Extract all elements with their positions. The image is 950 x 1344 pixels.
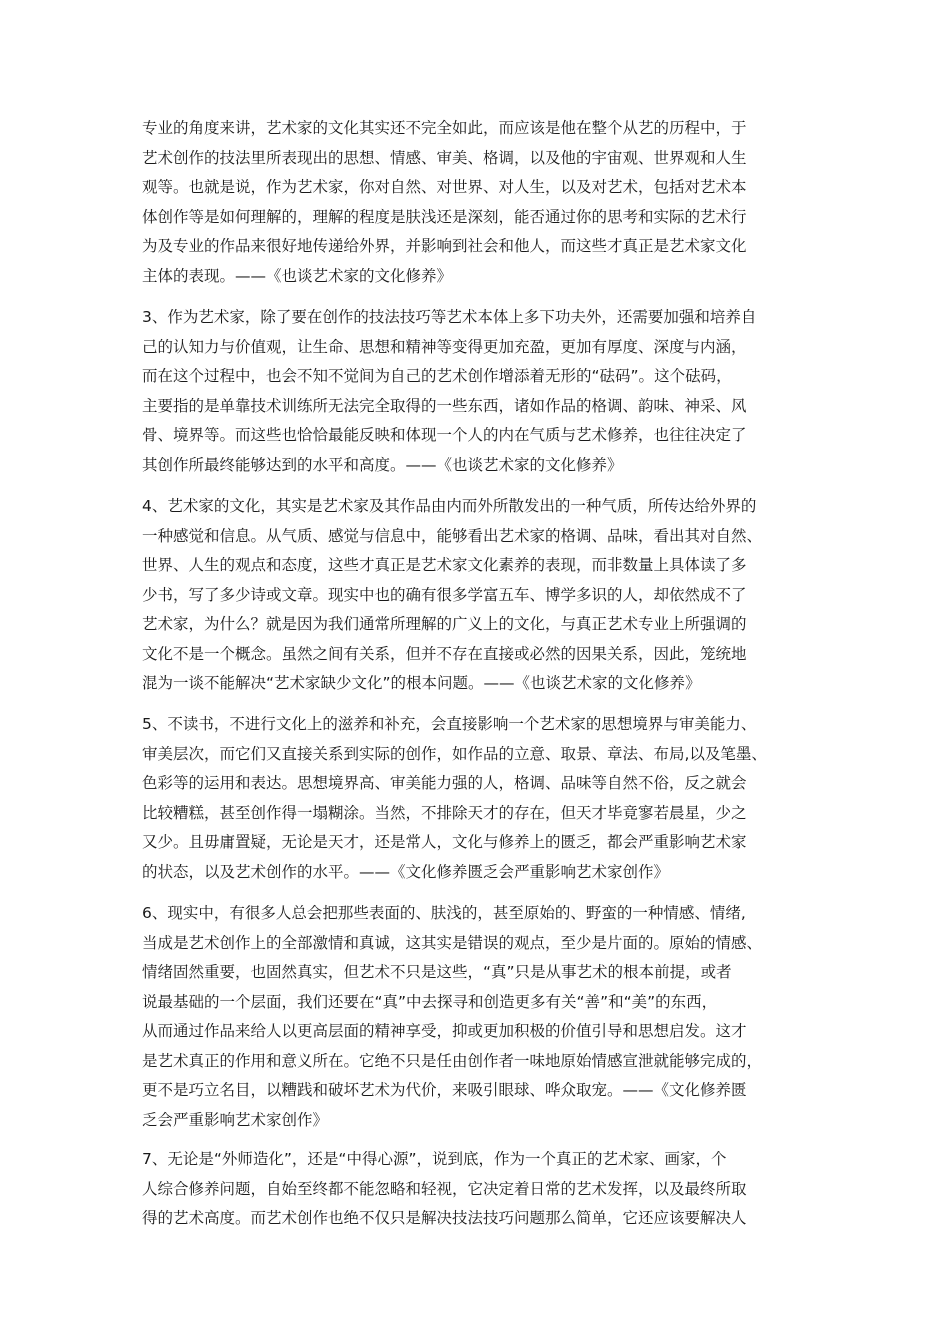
- text-line: 乏会严重影响艺术家创作》: [142, 1110, 329, 1129]
- text-line: 色彩等的运用和表达。思想境界高、审美能力强的人，格调、品味等自然不俗，反之就会: [142, 774, 747, 792]
- text-line: 其创作所最终能够达到的水平和高度。——《也谈艺术家的文化修养》: [142, 455, 623, 474]
- text-line: 审美层次，而它们又直接关系到实际的创作，如作品的立意、取景、章法、布局,以及笔墨、: [142, 744, 767, 763]
- text-line: 得的艺术高度。而艺术创作也绝不仅只是解决技法技巧问题那么简单，它还应该要解决人: [142, 1209, 747, 1227]
- paragraph-3: [142, 303, 822, 480]
- paragraph-6: [142, 899, 822, 1135]
- text-line: 6、现实中，有很多人总会把那些表面的、肤浅的，甚至原始的、野蛮的一种情感、情绪,: [142, 904, 746, 922]
- text-line: 人综合修养问题，自始至终都不能忽略和轻视，它决定着日常的艺术发挥，以及最终所取: [142, 1179, 747, 1198]
- text-line: 说最基础的一个层面，我们还要在“真”中去探寻和创造更多有关“善”和“美”的东西，: [142, 992, 718, 1011]
- text-line: 文化不是一个概念。虽然之间有关系，但并不存在直接或必然的因果关系，因此，笼统地: [142, 644, 747, 663]
- text-line: 专业的角度来讲，艺术家的文化其实还不完全如此，而应该是他在整个从艺的历程中，于: [142, 119, 747, 137]
- text-line: 比较糟糕，甚至创作得一塌糊涂。当然，不排除天才的存在，但天才毕竟寥若晨星，少之: [142, 803, 747, 822]
- text-line: 更不是巧立名目，以糟践和破坏艺术为代价，来吸引眼球、哗众取宠。——《文化修养匮: [142, 1081, 747, 1099]
- text-line: 的状态，以及艺术创作的水平。——《文化修养匮乏会严重影响艺术家创作》: [142, 862, 670, 881]
- paragraph-4: [142, 492, 822, 699]
- text-line: 7、无论是“外师造化”，还是“中得心源”，说到底，作为一个真正的艺术家、画家，个: [142, 1150, 727, 1168]
- text-line: 艺术创作的技法里所表现出的思想、情感、审美、格调，以及他的宇宙观、世界观和人生: [142, 148, 747, 167]
- text-line: 3、作为艺术家，除了要在创作的技法技巧等艺术本体上多下功夫外，还需要加强和培养自: [142, 308, 757, 326]
- text-line: 骨、境界等。而这些也恰恰最能反映和体现一个人的内在气质与艺术修养，也往往决定了: [142, 426, 747, 444]
- paragraph-7: [142, 1145, 822, 1234]
- text-line: 4、艺术家的文化，其实是艺术家及其作品由内而外所散发出的一种气质，所传达给外界的: [142, 497, 757, 515]
- text-line: 又少。且毋庸置疑，无论是天才，还是常人，文化与修养上的匮乏，都会严重影响艺术家: [142, 833, 747, 851]
- paragraph-5: [142, 710, 822, 887]
- text-line: 一种感觉和信息。从气质、感觉与信息中，能够看出艺术家的格调、品味，看出其对自然、: [142, 526, 763, 545]
- text-line: 是艺术真正的作用和意义所在。它绝不只是任由创作者一味地原始情感宣泄就能够完成的，: [142, 1051, 763, 1070]
- paragraph-continuation: [142, 114, 822, 291]
- text-line: 体创作等是如何理解的，理解的程度是肤浅还是深刻，能否通过你的思考和实际的艺术行: [142, 207, 747, 226]
- text-line: 情绪固然重要，也固然真实，但艺术不只是这些，“真”只是从事艺术的根本前提，或者: [142, 963, 732, 981]
- text-line: 从而通过作品来给人以更高层面的精神享受，抑或更加积极的价值引导和思想启发。这才: [142, 1022, 747, 1040]
- text-line: 世界、人生的观点和态度，这些才真正是艺术家文化素养的表现，而非数量上具体读了多: [142, 556, 747, 574]
- text-line: 为及专业的作品来很好地传递给外界，并影响到社会和他人，而这些才真正是艺术家文化: [142, 237, 747, 255]
- text-line: 当成是艺术创作上的全部激情和真诚，这其实是错误的观点，至少是片面的。原始的情感、: [142, 933, 763, 952]
- text-line: 主要指的是单靠技术训练所无法完全取得的一些东西，诸如作品的格调、韵味、神采、风: [142, 396, 747, 415]
- text-line: 己的认知力与价值观，让生命、思想和精神等变得更加充盈，更加有厚度、深度与内涵，: [142, 337, 747, 356]
- text-line: 艺术家，为什么？就是因为我们通常所理解的广义上的文化，与真正艺术专业上所强调的: [142, 615, 747, 633]
- text-line: 混为一谈不能解决“艺术家缺少文化”的根本问题。——《也谈艺术家的文化修养》: [142, 674, 701, 692]
- text-line: 少书，写了多少诗或文章。现实中也的确有很多学富五车、博学多识的人，却依然成不了: [142, 585, 747, 604]
- text-line: 5、不读书，不进行文化上的滋养和补充，会直接影响一个艺术家的思想境界与审美能力、: [142, 715, 757, 733]
- text-line: 而在这个过程中，也会不知不觉间为自己的艺术创作增添着无形的“砝码”。这个砝码，: [142, 367, 732, 385]
- text-line: 主体的表现。——《也谈艺术家的文化修养》: [142, 266, 453, 285]
- text-line: 观等。也就是说，作为艺术家，你对自然、对世界、对人生，以及对艺术，包括对艺术本: [142, 178, 747, 196]
